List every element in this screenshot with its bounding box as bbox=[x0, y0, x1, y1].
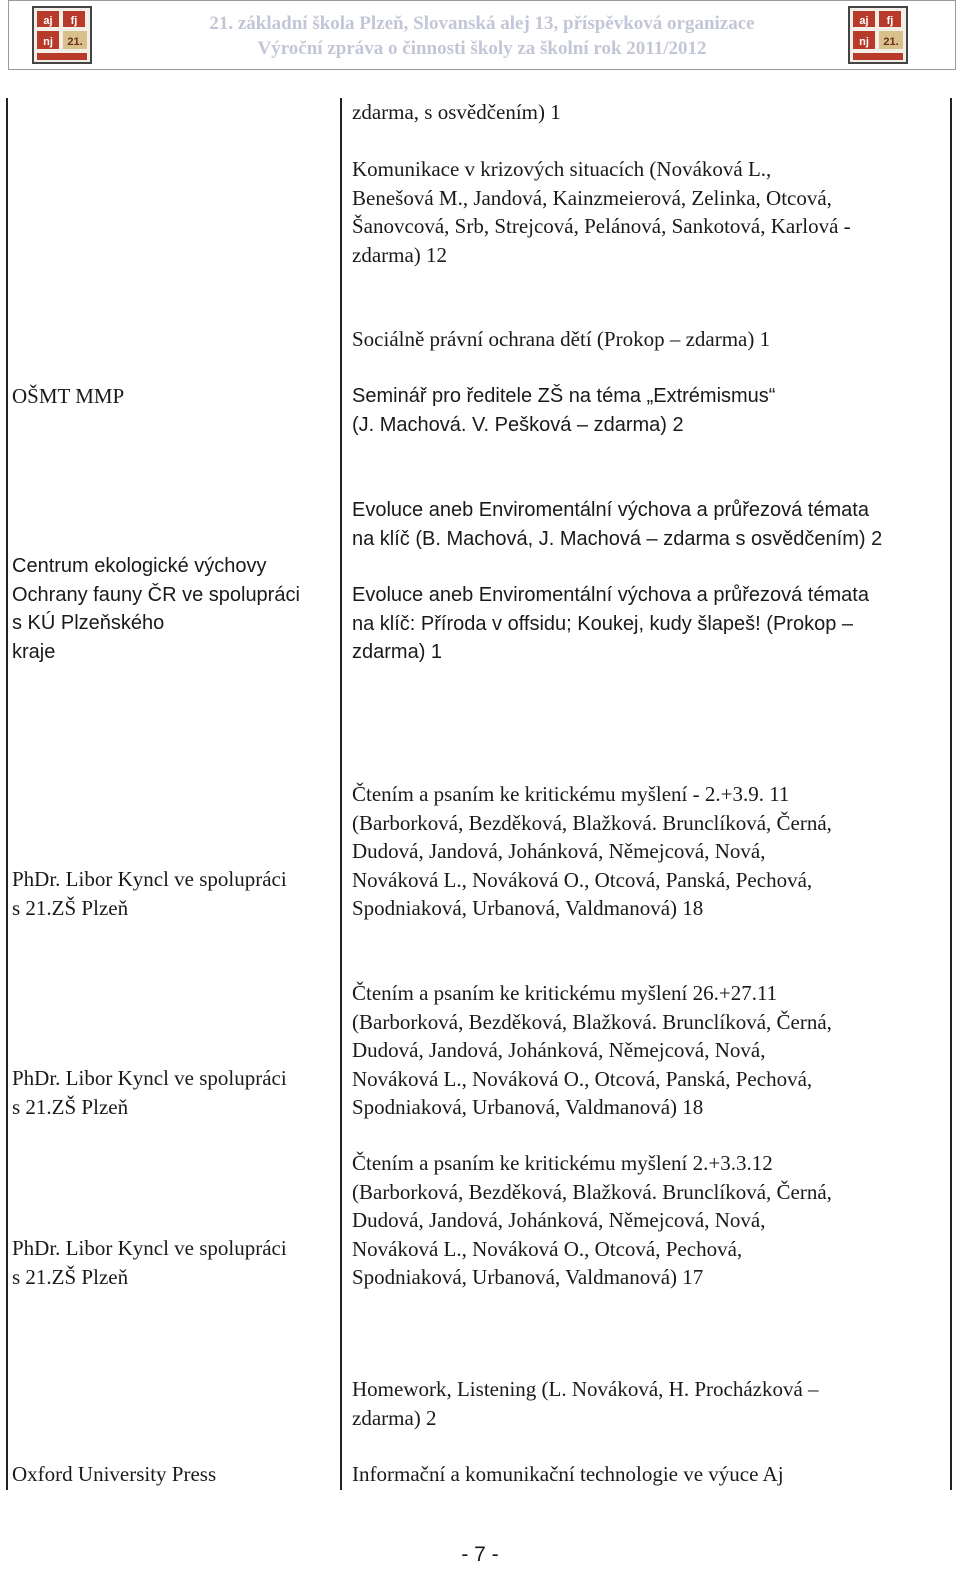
provider-name: Oxford University Press bbox=[12, 1462, 217, 1486]
training-entry: Homework, Listening (L. Nováková, H. Procházková – zdarma) 2 bbox=[352, 1377, 819, 1430]
page-header bbox=[8, 0, 956, 70]
svg-text:fj: fj bbox=[70, 15, 78, 27]
header-title bbox=[109, 11, 855, 61]
training-entry: Čtením a psaním ke kritickému myšlení - 2.+3.9. 11 (Barborková, Bezděková, Blažková. Brunclíková, Černá, Dudová, Jandová, Johánková, Němejcová, Nová, Nováková L., Nováková O., Otcová, Panská, Pechová, Spodniaková, Urbanová, Valdmanová) 18 bbox=[352, 782, 832, 920]
training-entry: Komunikace v krizových situacích (Nováková L., Benešová M., Jandová, Kainzmeierová, Zelinka, Otcová, Šanovcová, Srb, Strejcová, Pelánová, Sankotová, Karlová - zdarma) 12 bbox=[352, 157, 851, 267]
school-logo bbox=[31, 5, 93, 65]
header-school-name: 21. základní škola Plzeň, Slovanská alej 13, příspěvková organizace bbox=[209, 13, 755, 34]
training-entry: Sociálně právní ochrana dětí (Prokop – zdarma) 1 bbox=[352, 327, 771, 351]
provider-name: PhDr. Libor Kyncl ve spolupráci s 21.ZŠ Plzeň bbox=[12, 867, 287, 920]
table-column-separator bbox=[340, 98, 342, 1490]
training-entry: Čtením a psaním ke kritickému myšlení 26.+27.11 (Barborková, Bezděková, Blažková. Brunclíková, Černá, Dudová, Jandová, Johánková, Němejcová, Nová, Nováková L., Nováková O., Otcová, Panská, Pechová, Spodniaková, Urbanová, Valdmanová) 18 bbox=[352, 981, 832, 1119]
training-entry: zdarma, s osvědčením) 1 bbox=[352, 100, 561, 124]
svg-text:aj: aj bbox=[859, 15, 869, 27]
page-number: - 7 - bbox=[461, 1543, 499, 1566]
svg-text:21.: 21. bbox=[67, 36, 83, 48]
svg-text:nj: nj bbox=[43, 36, 53, 48]
training-entry: Seminář pro ředitele ZŠ na téma „Extrémismus“ (J. Machová. V. Pešková – zdarma) 2 bbox=[352, 385, 776, 436]
svg-text:aj: aj bbox=[43, 15, 53, 27]
svg-text:21.: 21. bbox=[883, 36, 899, 48]
provider-name: PhDr. Libor Kyncl ve spolupráci s 21.ZŠ Plzeň bbox=[12, 1066, 287, 1119]
svg-text:nj: nj bbox=[859, 36, 869, 48]
header-report-title: Výroční zpráva o činnosti školy za školní rok 2011/2012 bbox=[257, 38, 707, 59]
training-entry: Informační a komunikační technologie ve výuce Aj bbox=[352, 1462, 784, 1486]
training-entry: Evoluce aneb Enviromentální výchova a průřezová témata na klíč: Příroda v offsidu; Koukej, kudy šlapeš! (Prokop – zdarma) 1 bbox=[352, 584, 869, 663]
table-left-border bbox=[6, 98, 8, 1490]
svg-text:fj: fj bbox=[886, 15, 894, 27]
provider-name: PhDr. Libor Kyncl ve spolupráci s 21.ZŠ Plzeň bbox=[12, 1236, 287, 1289]
training-entry: Evoluce aneb Enviromentální výchova a průřezová témata na klíč (B. Machová, J. Machová – zdarma s osvědčením) 2 bbox=[352, 499, 883, 550]
provider-name: OŠMT MMP bbox=[12, 384, 125, 408]
training-entry: Čtením a psaním ke kritickému myšlení 2.+3.3.12 (Barborková, Bezděková, Blažková. Brunclíková, Černá, Dudová, Jandová, Johánková, Němejcová, Nová, Nováková L., Nováková O., Otcová, Pechová, Spodniaková, Urbanová, Valdmanová) 17 bbox=[352, 1151, 832, 1289]
provider-name: Centrum ekologické výchovy Ochrany fauny ČR ve spolupráci s KÚ Plzeňského kraje bbox=[12, 555, 300, 663]
school-logo bbox=[847, 5, 909, 65]
